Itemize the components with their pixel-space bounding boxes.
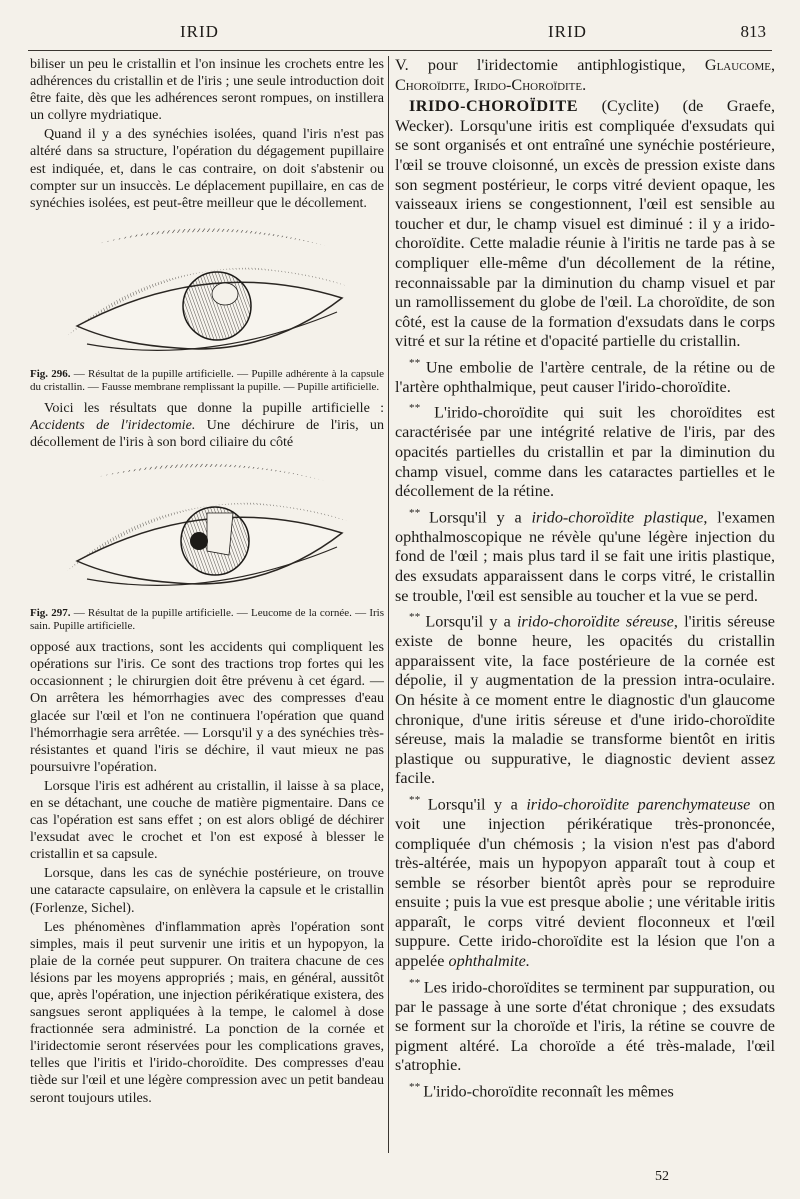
left-paragraph-5: Lorsque l'iris est adhérent au cristallin, il laisse à sa place, en se détachant, une couche de matière pigmentaire. Dans ce cas l'opération est sans effet ; on est alors obligé de déchirer l'exsudat avec le crochet et l'on est exposé à blesser le cristallin et sa capsule. (30, 777, 384, 863)
right-paragraph-6-em2: ophthalmite. (448, 952, 530, 971)
right-paragraph-1 (395, 56, 775, 95)
right-paragraph-5b: , l'iritis séreuse existe de bonne heure, les opacités du cristallin apparaissent vite, la face postérieure de la cornée est dépolie, il y augmentation de la pression intra-oculaire. On hésite à ce moment entre le diagnostic d'un glaucome chronique, d'une iritis séreuse et d'une irido-choroïdite séreuse, mais la maladie se transforme bientôt en iritis plastique ou suppurative, le diagnostic devient assez facile. (395, 612, 775, 788)
artificial-pupil-shape (207, 513, 233, 555)
left-paragraph-3a: Voici les résultats que donne la pupille artificielle : (44, 399, 384, 416)
eye-illustration-297 (57, 455, 357, 605)
right-column (395, 56, 775, 1159)
asterism-marker: * * (409, 1081, 420, 1094)
figure-296-caption-text: — Résultat de la pupille artificielle. — Pupille adhérente à la capsule du cristallin. — Fausse membrane remplissant la pupille. — Pupille artificielle. (30, 367, 384, 393)
right-paragraph-4b: , l'examen ophthalmoscopique ne révèle qu'une légère injection du fond de l'œil ; mais plus tard il se fait une iritis plastique, des exsudats apparaissent dans le corps vitré, le cristallin se trouble, l'œil est sensible au toucher et la vue se perd. (395, 508, 775, 605)
header-right-title: IRID (548, 22, 587, 41)
left-column (30, 56, 384, 1159)
header-rule (28, 50, 772, 51)
section-intro-text: (Cyclite) (de Graefe, Wecker). Lorsqu'une iritis est compliquée d'exsudats qui se sont organisés et ont entraîné une synéchie postérieure, l'œil se trouve cloisonné, un excès de pression existe dans son segment postérieur, le corps vitré devient opaque, les vaisseaux iriens se congestionnent, l'œil est sensible au toucher et dur, le champ visuel est diminué : il y a irido-choroïdite. Cette maladie réunie à l'iritis ne tarde pas à se compliquer elle-même d'un décollement de la rétine, reconnaissable par la diminution du champ visuel et par un ramollissement du globe de l'œil. La choroïdite, de son côté, est la cause de la formation d'exsudats dans le corps vitré et sur la rétine et d'opacité partielle du cristallin. (395, 97, 775, 351)
left-paragraph-6: Lorsque, dans les cas de synéchie postérieure, on trouve une cataracte capsulaire, on enlèvera la capsule et le cristallin (Forlenze, Sichel). (30, 865, 384, 916)
right-paragraph-4-em: irido-choroïdite plastique (531, 508, 704, 527)
right-paragraph-8 (395, 1078, 775, 1102)
left-paragraph-7: Les phénomènes d'inflammation après l'opération sont simples, mais il peut survenir une iritis et un hypopyon, la plaie de la cornée peut suppurer. On traitera chacune de ces lésions par les moyens appropriés ; mais, en général, aussitôt que, après l'opération, une injection périkératique existera, des sangsues seront appliquées à la tempe, le calomel à dose fractionnée sera administré. La ponction de la cornée et l'iridectomie seront réservées pour les complications graves, telles que l'iritis et l'irido-choroïdite. Des compresses d'eau tiède sur l'œil et une légère compression avec un petit bandeau seront toujours utiles. (30, 918, 384, 1106)
right-paragraph-8-text: L'irido-choroïdite reconnaît les mêmes (423, 1082, 674, 1101)
right-paragraph-5a: Lorsqu'il y a (425, 612, 511, 631)
right-paragraph-4a: Lorsqu'il y a (429, 508, 522, 527)
right-paragraph-1a: V. pour l'iridectomie antiphlogistique, (395, 56, 686, 74)
left-paragraph-3 (30, 400, 384, 451)
right-paragraph-6a: Lorsqu'il y a (427, 795, 518, 814)
section-irido-choroidite (395, 97, 775, 352)
running-header (0, 16, 800, 46)
right-paragraph-4 (395, 504, 775, 606)
left-paragraph-3c: Une déchirure de l'iris, un décollement de l'iris à son bord ciliaire du côté (30, 416, 384, 451)
eye-illustration-296 (57, 216, 357, 366)
figure-297 (30, 455, 384, 633)
right-paragraph-3 (395, 399, 775, 501)
right-paragraph-5-em: irido-choroïdite séreuse (516, 612, 674, 631)
right-paragraph-3-text: L'irido-choroïdite qui suit les choroïdites est caractérisée par une intégrité relative de l'iris, par des opacités partielles du cristallin et par la diminution du champ visuel, comme dans les cataractes partielles et le décollement de la rétine. (395, 403, 775, 501)
right-paragraph-5 (395, 608, 775, 789)
column-separator (388, 56, 389, 1153)
leucoma-shape (190, 532, 208, 550)
header-left-title: IRID (180, 22, 219, 41)
figure-297-caption (30, 607, 384, 633)
right-paragraph-6 (395, 791, 775, 972)
figure-296-number: Fig. 296. (30, 367, 71, 380)
page-number: 813 (740, 22, 766, 41)
right-paragraph-7-text: Les irido-choroïdites se terminent par suppuration, ou par le passage à une sorte d'état chronique ; des exsudats se forment sur la choroïde et l'iris, la rétine se couvre de pigment altéré. La choroïde a été très-malade, l'œil s'atrophie. (395, 978, 775, 1075)
right-paragraph-6-em: irido-choroïdite parenchymateuse (526, 795, 751, 814)
right-paragraph-2 (395, 354, 775, 398)
section-heading: IRIDO-CHOROÏDITE (409, 97, 578, 116)
left-paragraph-3b: Accidents de l'iridectomie. (30, 416, 196, 433)
asterism-marker: * * (409, 356, 420, 369)
figure-296-caption (30, 368, 384, 394)
signature-mark: 52 (655, 1169, 669, 1184)
eyebrow-shape (97, 464, 327, 481)
asterism-marker: * * (409, 976, 420, 989)
asterism-marker: * * (409, 402, 420, 415)
left-paragraph-4: opposé aux tractions, sont les accidents qui compliquent les opérations sur l'iris. Ce sont des tractions trop fortes qui les occasionnent ; le chirurgien doit être prévenu à cet égard. — On arrêtera les hémorrhagies avec des compresses d'eau glacée sur l'œil et l'on ne continuera l'opération que quand l'hémorrhagie sera arrêtée. — Lorsqu'il y a des synéchies très-résistantes et quand l'iris se déchire, il vaut mieux ne pas poursuivre l'opération. (30, 639, 384, 775)
asterism-marker: * * (409, 793, 420, 806)
asterism-marker: * * (409, 611, 420, 624)
figure-297-caption-text: — Résultat de la pupille artificielle. — Leucome de la cornée. — Iris sain. Pupille artificielle. (30, 607, 384, 633)
right-paragraph-6b: on voit une injection périkératique très-prononcée, compliquée d'un chémosis ; la vision n'est pas d'abord très-altérée, mais un hypopyon apparaît tout à coup et semble se résorber bientôt après pour se reproduire ensuite ; puis la vue est presque abolie ; une véritable iritis apparaît, le corps vitré devient floconneux et l'œil suppure. Cette irido-choroïdite est la lésion que l'on a appelée (395, 795, 775, 971)
right-paragraph-1b: Glaucome, Choroïdite, Irido-Choroïdite. (395, 56, 775, 94)
asterism-marker: * * (409, 506, 420, 519)
right-paragraph-2-text: Une embolie de l'artère centrale, de la rétine ou de l'artère ophthalmique, peut causer l'irido-choroïdite. (395, 358, 775, 396)
right-paragraph-7 (395, 974, 775, 1076)
figure-296 (30, 216, 384, 394)
iris-shape (183, 272, 251, 340)
pupil-shape (212, 283, 238, 305)
eyebrow-shape (97, 228, 327, 246)
left-paragraph-1: biliser un peu le cristallin et l'on insinue les crochets entre les adhérences du cristallin et de l'iris ; une seule introduction doit être faite, dès que les adhérences seront rompues, on instillera un collyre mydriatique. (30, 56, 384, 124)
figure-297-number: Fig. 297. (30, 607, 71, 620)
left-paragraph-2: Quand il y a des synéchies isolées, quand l'iris n'est pas altéré dans sa structure, l'opération du dégagement pupillaire est indiquée, et, dans le cas contraire, on doit s'abstenir ou compter sur un insuccès. Le déplacement pupillaire, en cas de synéchies isolées, est peut-être meilleur que le décollement. (30, 126, 384, 211)
